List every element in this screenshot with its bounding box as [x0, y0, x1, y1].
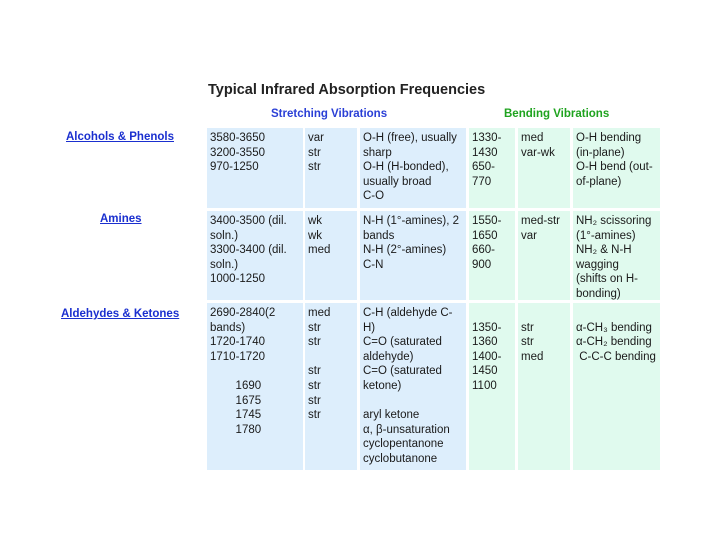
- row-label[interactable]: Alcohols & Phenols: [66, 131, 174, 143]
- bending-header: Bending Vibrations: [504, 108, 610, 120]
- bend-assignment-cell: O-H bending (in-plane) O-H bend (out- of-plane): [573, 128, 660, 208]
- stretching-header: Stretching Vibrations: [271, 108, 388, 120]
- intensity-cell: var str str: [305, 128, 357, 208]
- bend-assignment-cell: NH₂ scissoring (1°-amines) NH₂ & N-H wagging (shifts on H- bonding): [573, 211, 660, 300]
- frequency-cell: 3400-3500 (dil. soln.) 3300-3400 (dil. soln.) 1000-1250: [207, 211, 303, 300]
- frequency-cell: 2690-2840(2 bands) 1720-1740 1710-1720 1690 1675 1745 1780: [207, 303, 303, 470]
- row-label[interactable]: Aldehydes & Ketones: [61, 308, 180, 320]
- bend-intensity-cell: str str med: [518, 303, 570, 470]
- frequency-cell: 3580-3650 3200-3550 970-1250: [207, 128, 303, 208]
- intensity-cell: wk wk med: [305, 211, 357, 300]
- assignment-cell: O-H (free), usually sharp O-H (H-bonded), usually broad C-O: [360, 128, 466, 208]
- bend-intensity-cell: med var-wk: [518, 128, 570, 208]
- bend-assignment-cell: α-CH₃ bending α-CH₂ bending C-C-C bending: [573, 303, 660, 470]
- bend-intensity-cell: med-str var: [518, 211, 570, 300]
- intensity-cell: med str str str str str str: [305, 303, 357, 470]
- assignment-cell: N-H (1°-amines), 2 bands N-H (2°-amines) C-N: [360, 211, 466, 300]
- row-label[interactable]: Amines: [100, 213, 142, 225]
- bend-frequency-cell: 1330- 1430 650- 770: [469, 128, 515, 208]
- assignment-cell: C-H (aldehyde C- H) C=O (saturated aldehyde) C=O (saturated ketone) aryl ketone α, β-unsaturation cyclopentanone cyclobutanone: [360, 303, 466, 470]
- bend-frequency-cell: 1350- 1360 1400- 1450 1100: [469, 303, 515, 470]
- bend-frequency-cell: 1550- 1650 660- 900: [469, 211, 515, 300]
- page-title: Typical Infrared Absorption Frequencies: [208, 82, 486, 98]
